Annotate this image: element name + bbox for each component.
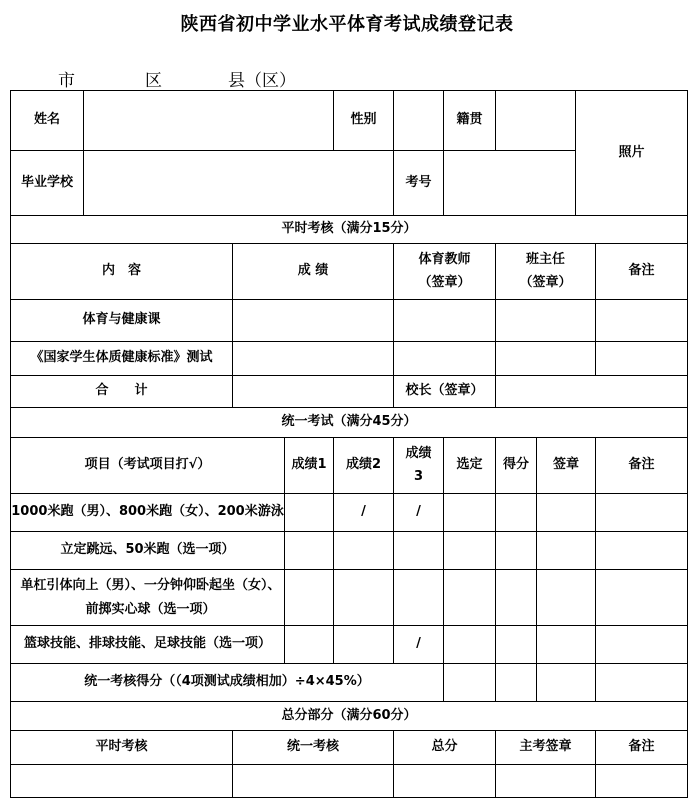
jump-score1[interactable]	[285, 532, 334, 570]
school-field[interactable]	[84, 151, 394, 216]
ball-remark[interactable]	[596, 626, 688, 664]
usual-fitness-teacher-sign[interactable]	[394, 342, 496, 376]
unified-header-remark: 备注	[596, 438, 688, 494]
unified-formula-remark[interactable]	[596, 664, 688, 702]
usual-total-field[interactable]	[233, 376, 394, 408]
usual-header-head-teacher	[496, 244, 596, 300]
unified-header-item: 项目（考试项目打√）	[11, 438, 285, 494]
jump-remark[interactable]	[596, 532, 688, 570]
strength-remark[interactable]	[596, 570, 688, 626]
usual-row-fitness-test: 《国家学生体质健康标准》测试	[11, 342, 233, 376]
jump-score2[interactable]	[334, 532, 394, 570]
principal-sign-label: 校长（签章）	[394, 376, 496, 408]
native-place-label: 籍贯	[444, 91, 496, 151]
form-title: 陕西省初中学业水平体育考试成绩登记表	[180, 14, 514, 35]
usual-pe-course-head-sign[interactable]	[496, 300, 596, 342]
photo-box[interactable]: 照片	[576, 91, 688, 216]
ball-sign[interactable]	[537, 626, 596, 664]
principal-sign-field[interactable]	[496, 376, 688, 408]
strength-score3[interactable]	[394, 570, 444, 626]
unified-item-run: 1000米跑（男）、800米跑（女）、200米游泳	[11, 494, 285, 532]
strength-score2[interactable]	[334, 570, 394, 626]
gender-field[interactable]	[394, 91, 444, 151]
total-header-remark: 备注	[596, 731, 688, 765]
ball-points[interactable]	[496, 626, 537, 664]
strength-points[interactable]	[496, 570, 537, 626]
county-label: 县（区）	[228, 71, 296, 91]
unified-header-sign: 签章	[537, 438, 596, 494]
jump-selected[interactable]	[444, 532, 496, 570]
total-examiner-field[interactable]	[496, 765, 596, 798]
exam-no-label: 考号	[394, 151, 444, 216]
unified-item-jump-sprint: 立定跳远、50米跑（选一项）	[11, 532, 285, 570]
score3-label: 成绩	[405, 446, 432, 462]
jump-points[interactable]	[496, 532, 537, 570]
run-remark[interactable]	[596, 494, 688, 532]
head-teacher-sign-label: （签章）	[519, 274, 572, 290]
jump-score3[interactable]	[394, 532, 444, 570]
run-score2[interactable]: /	[334, 494, 394, 532]
pe-teacher-sign-label: （签章）	[418, 274, 471, 290]
pe-teacher-label: 体育教师	[418, 252, 471, 268]
total-unified-field[interactable]	[233, 765, 394, 798]
gender-label: 性别	[334, 91, 394, 151]
run-sign[interactable]	[537, 494, 596, 532]
usual-fitness-score[interactable]	[233, 342, 394, 376]
run-points[interactable]	[496, 494, 537, 532]
run-selected[interactable]	[444, 494, 496, 532]
total-section-title: 总分部分（满分60分）	[11, 702, 688, 731]
run-score3[interactable]: /	[394, 494, 444, 532]
unified-section-title: 统一考试（满分45分）	[11, 408, 688, 438]
unified-header-selected: 选定	[444, 438, 496, 494]
unified-item-ball-skills: 篮球技能、排球技能、足球技能（选一项）	[11, 626, 285, 664]
total-header-usual: 平时考核	[11, 731, 233, 765]
usual-row-pe-course: 体育与健康课	[11, 300, 233, 342]
unified-item-strength: 单杠引体向上（男）、一分钟仰卧起坐（女）、前掷实心球（选一项）	[11, 570, 285, 626]
native-place-field[interactable]	[496, 91, 576, 151]
usual-section-title: 平时考核（满分15分）	[11, 216, 688, 244]
total-header-sum: 总分	[394, 731, 496, 765]
exam-no-field[interactable]	[444, 151, 576, 216]
name-field[interactable]	[84, 91, 334, 151]
usual-fitness-head-sign[interactable]	[496, 342, 596, 376]
unified-header-points: 得分	[496, 438, 537, 494]
ball-selected[interactable]	[444, 626, 496, 664]
usual-pe-course-remark[interactable]	[596, 300, 688, 342]
ball-score2[interactable]	[334, 626, 394, 664]
unified-formula-points[interactable]	[496, 664, 537, 702]
total-header-unified: 统一考核	[233, 731, 394, 765]
usual-header-content: 内 容	[11, 244, 233, 300]
unified-header-score1: 成绩1	[285, 438, 334, 494]
usual-pe-course-teacher-sign[interactable]	[394, 300, 496, 342]
unified-formula-label: 统一考核得分（（4项测试成绩相加）÷4×45%）	[11, 664, 444, 702]
run-score1[interactable]	[285, 494, 334, 532]
usual-fitness-remark[interactable]	[596, 342, 688, 376]
unified-formula-sign[interactable]	[537, 664, 596, 702]
strength-score1[interactable]	[285, 570, 334, 626]
unified-header-score3	[394, 438, 444, 494]
total-header-examiner: 主考签章	[496, 731, 596, 765]
strength-sign[interactable]	[537, 570, 596, 626]
usual-total-label: 合 计	[11, 376, 233, 408]
head-teacher-label: 班主任	[526, 252, 566, 268]
score3-number: 3	[413, 468, 424, 484]
jump-sign[interactable]	[537, 532, 596, 570]
school-label: 毕业学校	[11, 151, 84, 216]
usual-header-score: 成 绩	[233, 244, 394, 300]
city-label: 市	[58, 71, 75, 91]
total-usual-field[interactable]	[11, 765, 233, 798]
ball-score1[interactable]	[285, 626, 334, 664]
district-label: 区	[145, 71, 162, 91]
usual-header-remark: 备注	[596, 244, 688, 300]
unified-header-score2: 成绩2	[334, 438, 394, 494]
strength-selected[interactable]	[444, 570, 496, 626]
ball-score3[interactable]: /	[394, 626, 444, 664]
usual-pe-course-score[interactable]	[233, 300, 394, 342]
registration-table	[10, 90, 688, 798]
usual-header-pe-teacher	[394, 244, 496, 300]
unified-formula-selected[interactable]	[444, 664, 496, 702]
total-sum-field[interactable]	[394, 765, 496, 798]
name-label: 姓名	[11, 91, 84, 151]
total-remark-field[interactable]	[596, 765, 688, 798]
